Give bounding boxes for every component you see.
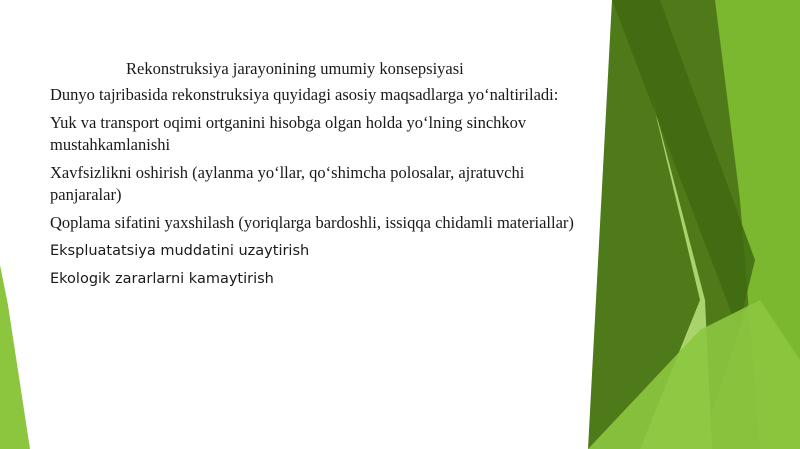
- list-item: Xavfsizlikni oshirish (aylanma yo‘llar, qo‘shimcha polosalar, ajratuvchi panjaralar): [50, 163, 525, 204]
- intro-text: Dunyo tajribasida rekonstruksiya quyidagi asosiy maqsadlarga yo‘naltiriladi:: [50, 85, 559, 104]
- list-item: Ekologik zararlarni kamaytirish: [50, 271, 274, 287]
- list-item: Yuk va transport oqimi ortganini hisobga olgan holda yo‘lning sinchkov mustahkamlanishi: [50, 113, 527, 154]
- left-edge-facet: [0, 265, 30, 449]
- slide-content: [50, 58, 630, 296]
- slide-title: Rekonstruksiya jarayonining umumiy konsepsiyasi: [126, 59, 464, 78]
- list-item: Qoplama sifatini yaxshilash (yoriqlarga bardoshli, issiqqa chidamli materiallar): [50, 213, 574, 232]
- list-item: Ekspluatatsiya muddatini uzaytirish: [50, 243, 310, 259]
